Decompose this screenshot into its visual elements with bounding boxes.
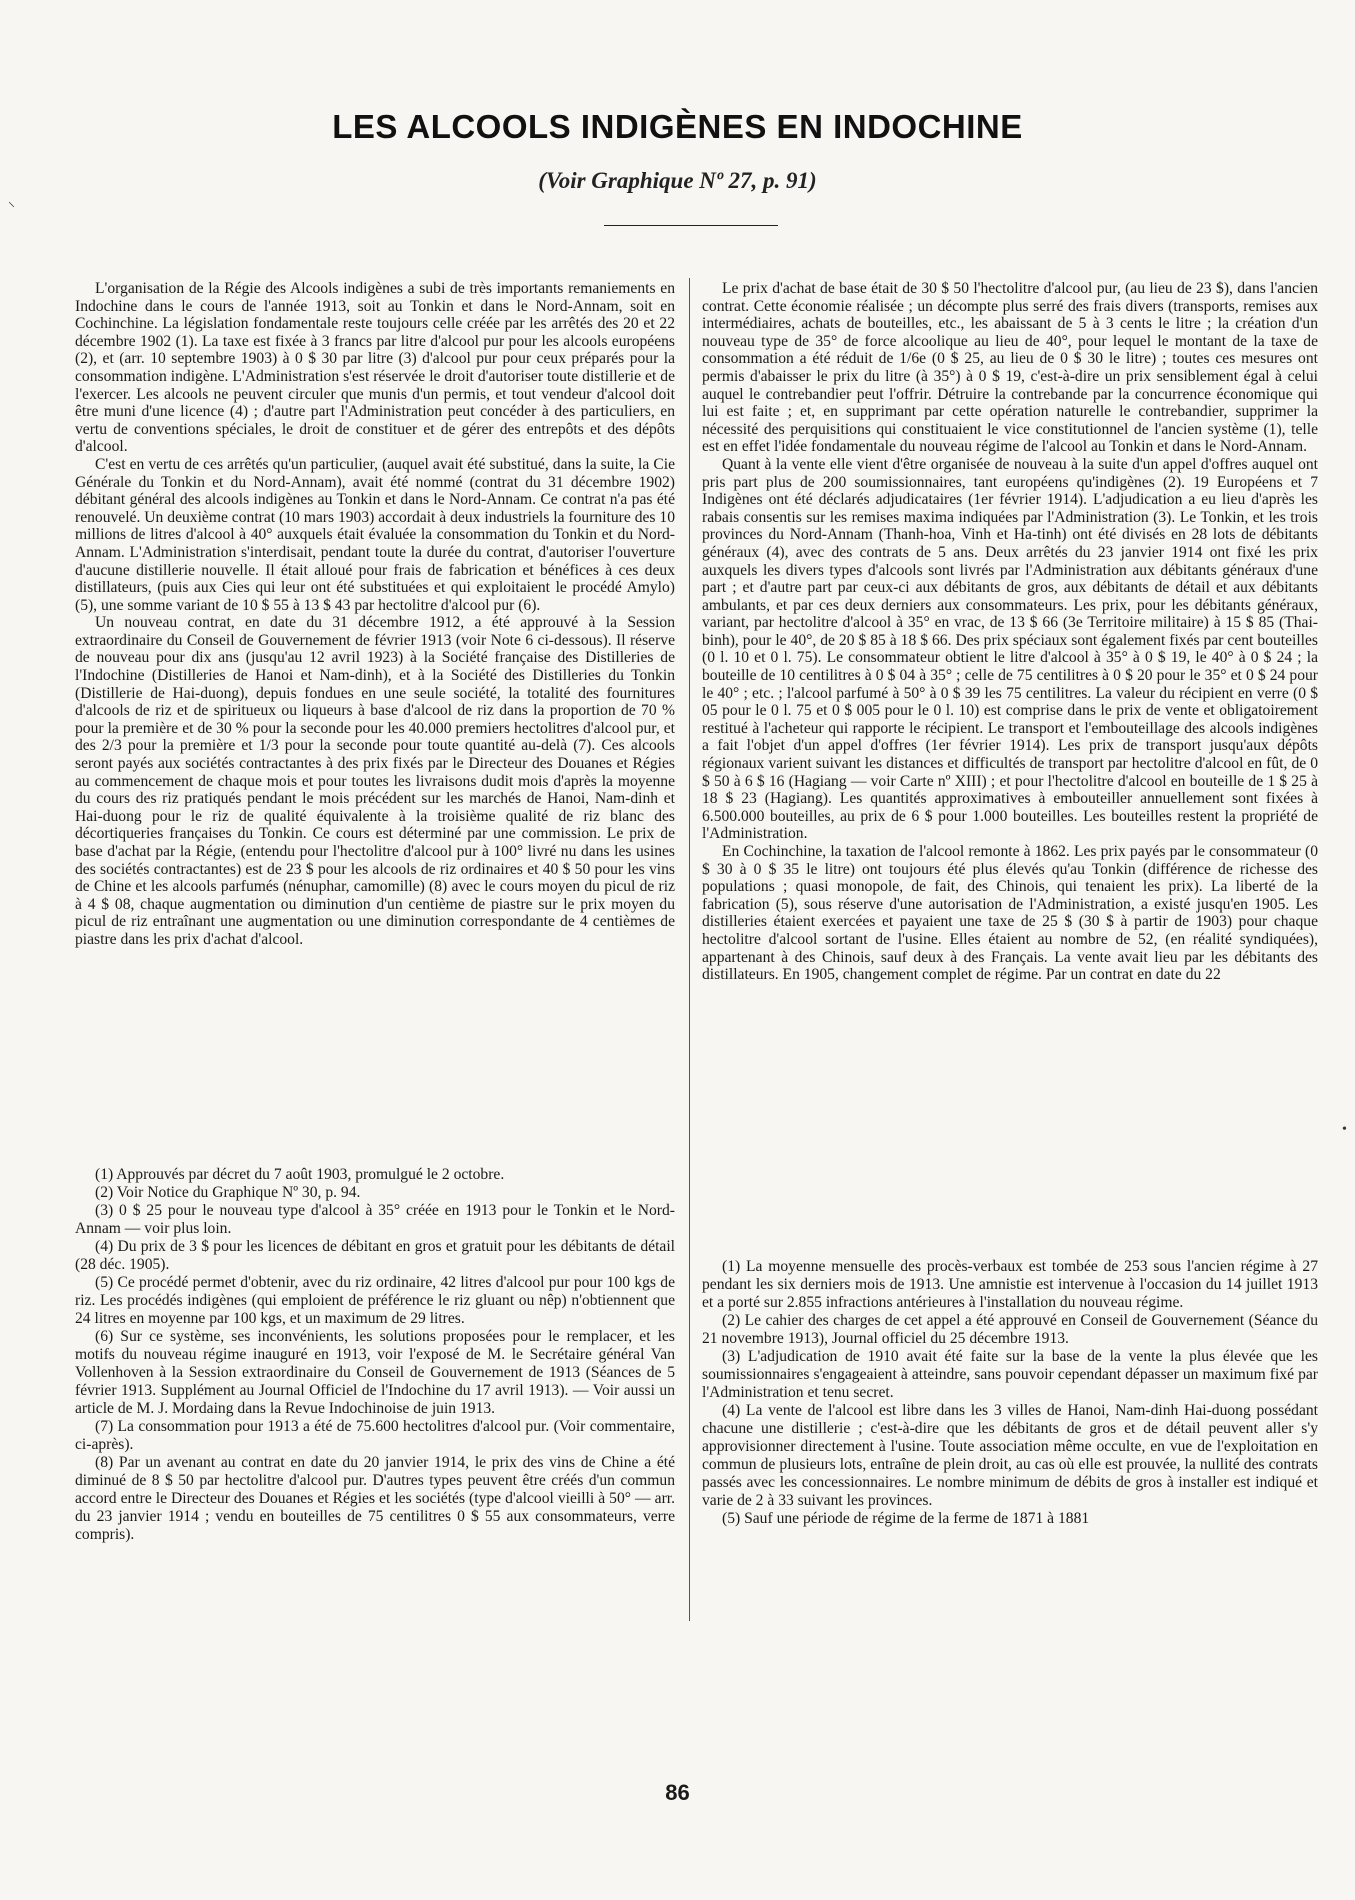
graph-reference: (Voir Graphique Nº 27, p. 91) (538, 168, 817, 193)
paragraph: En Cochinchine, la taxation de l'alcool remonte à 1862. Les prix payés par le consommateur (0 $ 30 à 0 $ 35 le litre) ont toujours été plus élevés qu'au Tonkin (différence de richesse des populations ; quasi monopole, de fait, des Chinois, qui tenaient les prix). La liberté de la fabrication (5), sous réserve d'une autorisation de l'Administration, a existé jusqu'en 1905. Les distilleries étaient exercées et payaient une taxe de 25 $ (30 $ à partir de 1903) pour chaque hectolitre d'alcool sortant de l'usine. Elles étaient au nombre de 52, (en réalité syndiquées), appartenant à des Chinois, sauf deux à des Français. La vente avait lieu par les débitants des distillateurs. En 1905, changement complet de régime. Par un contrat en date du 22 (702, 843, 1318, 984)
margin-dot: • (1342, 1122, 1347, 1137)
column-divider (689, 278, 690, 1621)
title-rule (604, 225, 778, 226)
footnote: (2) Le cahier des charges de cet appel a été approuvé en Conseil de Gouvernement (Séance du 21 novembre 1913), Journal officiel du 25 décembre 1913. (702, 1312, 1318, 1347)
footnote: (8) Par un avenant au contrat en date du 20 janvier 1914, le prix des vins de Chine a été diminué de 8 $ 50 par hectolitre d'alcool pur. D'autres types peuvent être créés d'un commun accord entre le Directeur des Douanes et Régies et les sociétés (type d'alcool vieilli à 50° — arr. du 23 janvier 1914 ; vendu en bouteilles de 75 centilitres 0 $ 55 aux consommateurs, verre compris). (75, 1454, 675, 1543)
paragraph: L'organisation de la Régie des Alcools indigènes a subi de très importants remaniements en Indochine dans le cours de l'année 1913, soit au Tonkin et dans le Nord-Annam, soit en Cochinchine. La législation fondamentale reste toujours celle créée par les arrêtés des 20 et 22 décembre 1902 (1). La taxe est fixée à 3 francs par litre d'alcool pur pour les alcools européens (2), et (arr. 10 septembre 1903) à 0 $ 30 par litre (3) d'alcool pur pour ceux préparés pour la consommation indigène. L'Administration s'est réservée le droit d'autoriser toute distillerie et de l'exercer. Les alcools ne peuvent circuler que munis d'un permis, et tout vendeur d'alcool doit être muni d'une licence (4) ; d'autre part l'Administration peut concéder à des particuliers, en vertu de conventions spéciales, le droit de constituer et de gérer des entrepôts et des dépôts d'alcool. (75, 280, 675, 456)
footnote: (5) Sauf une période de régime de la ferme de 1871 à 1881 (722, 1510, 1090, 1527)
left-column (75, 280, 675, 949)
page-title: LES ALCOOLS INDIGÈNES EN INDOCHINE (332, 108, 1023, 145)
footnote: (7) La consommation pour 1913 a été de 75.600 hectolitres d'alcool pur. (Voir commentaire, ci-après). (75, 1418, 675, 1453)
paragraph: Un nouveau contrat, en date du 31 décembre 1912, a été approuvé à la Session extraordinaire du Conseil de Gouvernement de février 1913 (voir Note 6 ci-dessous). Il réserve de nouveau pour dix ans (jusqu'au 12 avril 1923) à la Société française des Distilleries de l'Indochine (Distilleries de Hanoi et Nam-dinh), et à la Société des Distilleries du Tonkin (Distillerie de Hai-duong), depuis fondues en une seule société, la totalité des fournitures d'alcools de riz et de spiritueux ou liqueurs à base d'alcool de riz dans la proportion de 70 % pour la première et de 30 % pour la seconde pour les 40.000 premiers hectolitres d'alcool pur, et des 2/3 pour la première et 1/3 pour la seconde pour toute quantité au-delà (7). Ces alcools seront payés aux sociétés contractantes à des prix fixés par le Directeur des Douanes et Régies au commencement de chaque mois et pour toutes les livraisons dudit mois d'après la moyenne du cours des riz pratiqués pendant le mois précédent sur les marchés de Hanoi, Nam-dinh et Hai-duong pour le riz de qualité équivalente à la troisième qualité de riz blanc des décortiqueries françaises du Tonkin. Ce cours est déterminé par une commission. Le prix de base d'achat par la Régie, (entendu pour l'hectolitre d'alcool pur à 100° livré nu dans les usines des sociétés contractantes) est de 23 $ pour les alcools de riz ordinaires et 40 $ 50 pour les vins de Chine et les alcools parfumés (nénuphar, camomille) (8) avec le cours moyen du picul de riz à 4 $ 08, chaque augmentation ou diminution d'un centième de piastre sur le prix moyen du picul de riz entraînant une augmentation ou une diminution correspondante de 4 centièmes de piastre dans les prix d'achat d'alcool. (75, 614, 675, 948)
paragraph: Le prix d'achat de base était de 30 $ 50 l'hectolitre d'alcool pur, (au lieu de 23 $), dans l'ancien contrat. Cette économie réalisée ; un décompte plus serré des frais divers (transports, remises aux intermédiaires, achats de bouteilles, etc., les abaissant de 5 à 3 cents le litre ; la création d'un nouveau type de 35° de force alcoolique au lieu de 40°, pour lequel le montant de la taxe de consommation a été réduit de 1/6e (0 $ 25, au lieu de 0 $ 30 le litre) ; toutes ces mesures ont permis d'abaisser le prix du litre (à 35°) à 0 $ 19, c'est-à-dire un prix sensiblement égal à celui auquel le contrebandier peut l'offrir. Détruire la contrebande par la concurrence économique qui lui est faite ; et, en supprimant par cette opération naturelle le contrebandier, supprimer la nécessité des perquisitions qui constituaient le vice constitutionnel de l'ancien système (1), telle est en effet l'idée fondamentale du nouveau régime de l'alcool au Tonkin et dans le Nord-Annam. (702, 280, 1318, 456)
paragraph: Quant à la vente elle vient d'être organisée de nouveau à la suite d'un appel d'offres auquel ont pris part plus de 200 soumissionnaires, tant européens qu'indigènes (2). 19 Européens et 7 Indigènes ont été déclarés adjudicataires (1er février 1914). L'adjudication a eu lieu d'après les rabais consentis sur les remises maxima indiquées par l'Administration (3). Le Tonkin, et les trois provinces du Nord-Annam (Thanh-hoa, Vinh et Ha-tinh) ont été divisés en 28 lots de débitants généraux (4), avec des contrats de 5 ans. Deux arrêtés du 23 janvier 1914 ont fixé les prix auxquels les divers types d'alcools sont livrés par l'Administration aux débitants généraux d'une part ; et d'autre part par ceux-ci aux débitants de gros, aux débitants de détail et aux débitants ambulants, et par ces deux derniers aux consommateurs. Les prix, pour les débitants généraux, variant, par hectolitre d'alcool à 35° en vrac, de 13 $ 66 (3e Territoire militaire) à 15 $ 85 (Thai-binh), pour le 40°, de 20 $ 85 à 18 $ 66. Des prix spéciaux sont également fixés par cent bouteilles (0 l. 10 et 0 l. 75). Le consommateur obtient le litre d'alcool à 35° à 0 $ 19, le 40° à 0 $ 24 ; la bouteille de 10 centilitres à 0 $ 04 à 35° ; celle de 75 centilitres à 0 $ 20 pour le 35° et 0 $ 24 pour le 40° ; etc. ; l'alcool parfumé à 50° à 0 $ 39 les 75 centilitres. La valeur du récipient en verre (0 $ 05 pour le 0 l. 75 et 0 $ 005 pour le 0 l. 10) est comprise dans le prix de vente et obligatoirement restitué à l'acheteur qui rapporte le récipient. Le transport et l'embouteillage des alcools indigènes a fait l'objet d'un appel d'offres (1er février 1914). Les prix de transport jusqu'aux dépôts régionaux varient suivant les distances et difficultés de transport par hectolitre d'alcool en fût, de 0 $ 50 à 6 $ 16 (Hagiang — voir Carte nº XIII) ; et pour l'hectolitre d'alcool en bouteille de 1 $ 25 à 18 $ 23 (Hagiang). Les quantités approximatives à embouteiller annuellement sont fixées à 6.500.000 bouteilles, au prix de 6 $ pour 1.000 bouteilles. Les bouteilles restent la propriété de l'Administration. (702, 455, 1318, 843)
footnote: (1) Approuvés par décret du 7 août 1903, promulgué le 2 octobre. (95, 1166, 505, 1183)
footnote: (2) Voir Notice du Graphique Nº 30, p. 94. (95, 1184, 361, 1201)
margin-mark: ⸜ (8, 195, 15, 210)
page-number: 86 (665, 1780, 690, 1805)
footnote: (4) La vente de l'alcool est libre dans les 3 villes de Hanoi, Nam-dinh Hai-duong possédant chacune une distillerie ; c'est-à-dire que les débitants de gros et de détail peuvent aller s'y approvisionner directement à l'usine. Toute association même occulte, en vue de l'exploitation en commun de plusieurs lots, entraîne de plein droit, au cas où elle est prouvée, la nullité des contrats passés avec les concessionnaires. Le nombre minimum de débits de gros à installer est indiqué et varie de 2 à 33 suivant les provinces. (702, 1402, 1318, 1509)
left-footnotes (75, 1166, 675, 1544)
footnote: (6) Sur ce système, ses inconvénients, les solutions proposées pour le remplacer, et les motifs du nouveau régime inauguré en 1913, voir l'exposé de M. le Secrétaire général Van Vollenhoven à la Session extraordinaire du Conseil de Gouvernement de 1913 (Séances de 5 février 1913. Supplément au Journal Officiel de l'Indochine du 17 avril 1913). — Voir aussi un article de M. J. Mordaing dans la Revue Indochinoise de juin 1913. (75, 1328, 675, 1417)
right-column (702, 280, 1318, 984)
footnote: (3) L'adjudication de 1910 avait été faite sur la base de la vente la plus élevée que les soumissionnaires s'engageaient à atteindre, sans pouvoir cependant dépasser un maximum fixé par l'Administration et tenu secret. (702, 1348, 1318, 1401)
footnote: (5) Ce procédé permet d'obtenir, avec du riz ordinaire, 42 litres d'alcool pur pour 100 kgs de riz. Les procédés indigènes (qui emploient de préférence le riz gluant ou nêp) n'obtiennent que 24 litres en moyenne par 100 kgs, et un maximum de 29 litres. (75, 1274, 675, 1327)
footnote: (3) 0 $ 25 pour le nouveau type d'alcool à 35° créée en 1913 pour le Tonkin et le Nord-Annam — voir plus loin. (75, 1202, 675, 1237)
right-footnotes (702, 1258, 1318, 1528)
footnote: (1) La moyenne mensuelle des procès-verbaux est tombée de 253 sous l'ancien régime à 27 pendant les six derniers mois de 1913. Une amnistie est intervenue à l'occasion du 14 juillet 1913 et a porté sur 2.855 infractions antérieures à l'installation du nouveau régime. (702, 1258, 1318, 1311)
paragraph: C'est en vertu de ces arrêtés qu'un particulier, (auquel avait été substitué, dans la suite, la Cie Générale du Tonkin et du Nord-Annam), avait été nommé (contrat du 31 décembre 1902) débitant général des alcools indigènes au Tonkin et dans le Nord-Annam. Ce contrat n'a pas été renouvelé. Un deuxième contrat (10 mars 1903) accordait à deux industriels la fourniture des 10 millions de litres d'alcool à 40° auxquels était évaluée la consommation du Tonkin et du Nord-Annam. L'Administration s'interdisait, pendant toute la durée du contrat, d'autoriser l'ouverture d'aucune distillerie nouvelle. Il était alloué pour frais de fabrication et bénéfices à ces deux distillateurs, (puis aux Cies qui leur ont été substituées et qui exploitaient le procédé Amylo) (5), une somme variant de 10 $ 55 à 13 $ 43 par hectolitre d'alcool pur (6). (75, 455, 675, 614)
footnote: (4) Du prix de 3 $ pour les licences de débitant en gros et gratuit pour les débitants de détail (28 déc. 1905). (75, 1238, 675, 1273)
